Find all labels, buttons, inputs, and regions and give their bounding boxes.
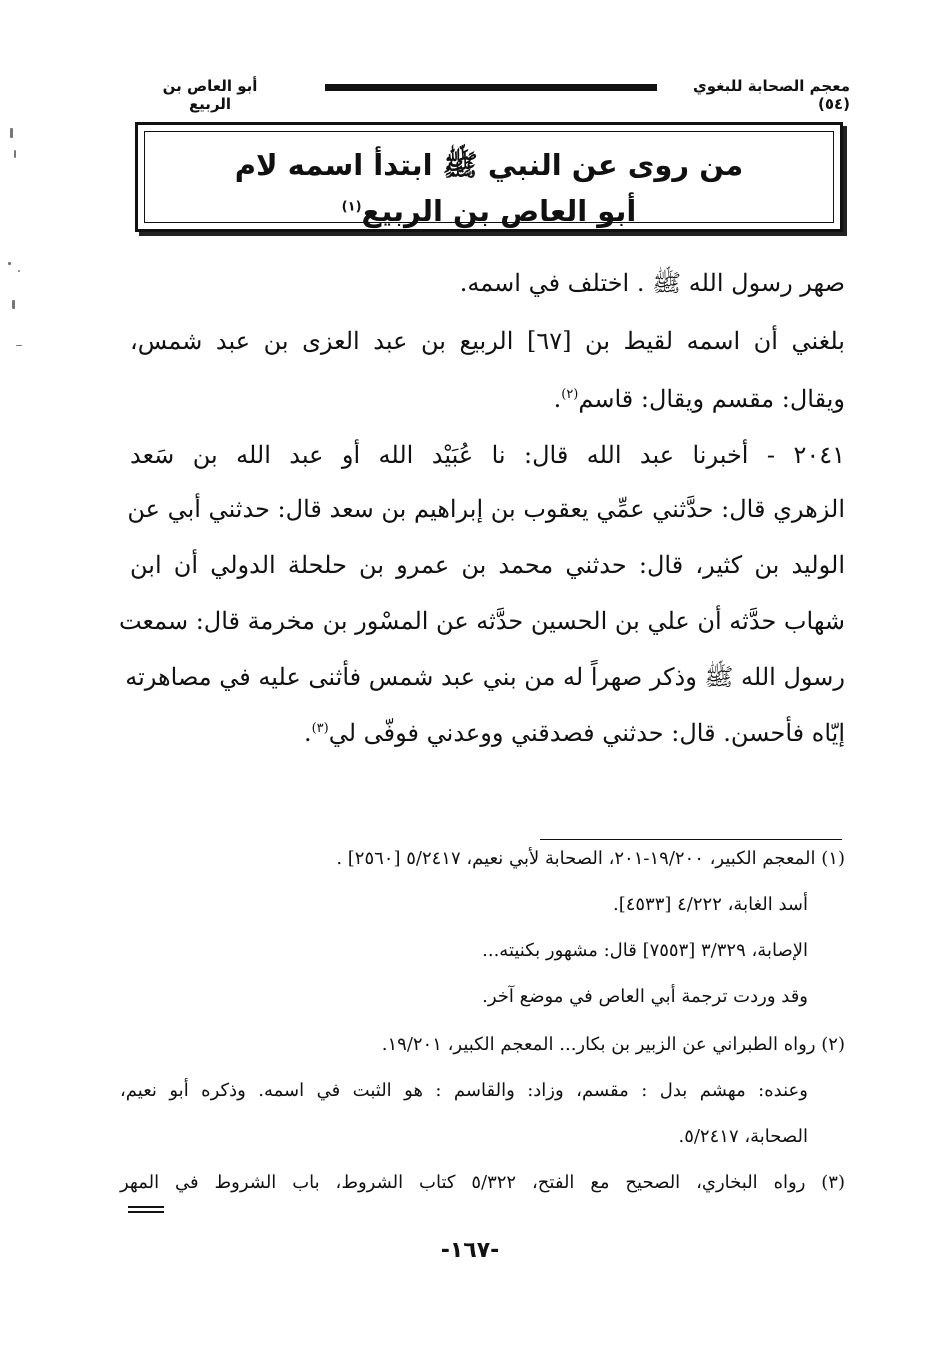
footnote-2-line-3: الصحابة، ٥/٢٤١٧. xyxy=(678,1126,808,1147)
hadith-line-1: ٢٠٤١ - أخبرنا عبد الله قال: نا عُبَيْد الله أو عبد الله بن سَعد xyxy=(130,441,845,469)
body-line-3-text: ويقال: مقسم ويقال: قاسم xyxy=(578,385,845,413)
footnote-3-line-1: (٣) رواه البخاري، الصحيح مع الفتح، ٥/٣٢٢ كتاب الشروط، باب الشروط في المهر xyxy=(120,1172,845,1193)
footnote-1-line-4: وقد وردت ترجمة أبي العاص في موضع آخر. xyxy=(482,986,808,1007)
footnote-1-line-3: الإصابة، ٣/٣٢٩ [٧٥٥٣] قال: مشهور بكنيته... xyxy=(482,940,808,961)
running-header-person: أبو العاص بن الربيع xyxy=(162,77,258,113)
footnote-2-line-1: (٢) رواه الطبراني عن الزبير بن بكار... المعجم الكبير، ١٩/٢٠١. xyxy=(381,1034,845,1055)
footnote-ref-3: (٣) xyxy=(311,721,329,736)
footnote-2-line-2: وعنده: مهشم بدل : مقسم، وزاد: والقاسم : هو الثبت في اسمه. وذكره أبو نعيم، xyxy=(120,1080,808,1101)
chapter-title-name: أبو العاص بن الربيع xyxy=(361,194,637,228)
running-header-book: معجم الصحابة للبغوي (٥٤) xyxy=(693,77,850,113)
scan-speck xyxy=(10,128,13,138)
scan-speck xyxy=(18,270,20,272)
footnote-separator xyxy=(540,839,842,840)
chapter-title-inner-frame xyxy=(144,131,834,228)
hadith-line-3: الوليد بن كثير، قال: حدثني محمد بن عمرو بن حلحلة الدولي أن ابن xyxy=(130,551,845,579)
body-line-1: صهر رسول الله ﷺ . اختلف في اسمه. xyxy=(459,269,845,297)
scan-speck xyxy=(8,262,11,265)
scan-speck xyxy=(16,345,22,346)
body-line-3-period: . xyxy=(553,385,562,413)
chapter-title-box xyxy=(135,122,843,232)
hadith-line-6-period: . xyxy=(303,719,312,747)
hadith-line-6 xyxy=(130,718,845,748)
page-number: -١٦٧- xyxy=(440,1238,500,1263)
body-line-3 xyxy=(130,384,845,414)
hadith-line-6-text: إيّاه فأحسن. قال: حدثني فصدقني ووعدني فوفّى لي xyxy=(328,719,845,747)
continuation-mark xyxy=(128,1211,164,1213)
footnote-1-line-1: (١) المعجم الكبير، ١٩/٢٠٠-٢٠١، الصحابة لأبي نعيم، ٥/٢٤١٧ [٢٥٦٠] . xyxy=(336,848,845,869)
scan-speck xyxy=(14,150,16,158)
hadith-line-4: شهاب حدَّثه أن علي بن الحسين حدَّثه عن المسْور بن مخرمة قال: سمعت xyxy=(118,607,845,635)
scan-speck xyxy=(12,300,15,309)
chapter-title-line-1: من روى عن النبي ﷺ ابتدأ اسمه لام xyxy=(234,148,744,182)
chapter-title-line-2 xyxy=(145,194,833,228)
footnote-ref-1: (١) xyxy=(341,199,362,215)
continuation-mark xyxy=(128,1206,164,1208)
footnote-1-line-2: أسد الغابة، ٤/٢٢٢ [٤٥٣٣]. xyxy=(612,894,808,915)
hadith-line-5: رسول الله ﷺ وذكر صهراً له من بني عبد شمس فأثنى عليه في مصاهرته xyxy=(125,663,845,691)
hadith-line-2: الزهري قال: حدَّثني عمِّي يعقوب بن إبراهيم بن سعد قال: حدثني أبي عن xyxy=(127,495,845,523)
footnote-ref-2: (٢) xyxy=(561,387,579,402)
body-line-2: بلغني أن اسمه لقيط بن [٦٧] الربيع بن عبد العزى بن عبد شمس، xyxy=(130,327,845,355)
header-rule xyxy=(325,84,657,91)
